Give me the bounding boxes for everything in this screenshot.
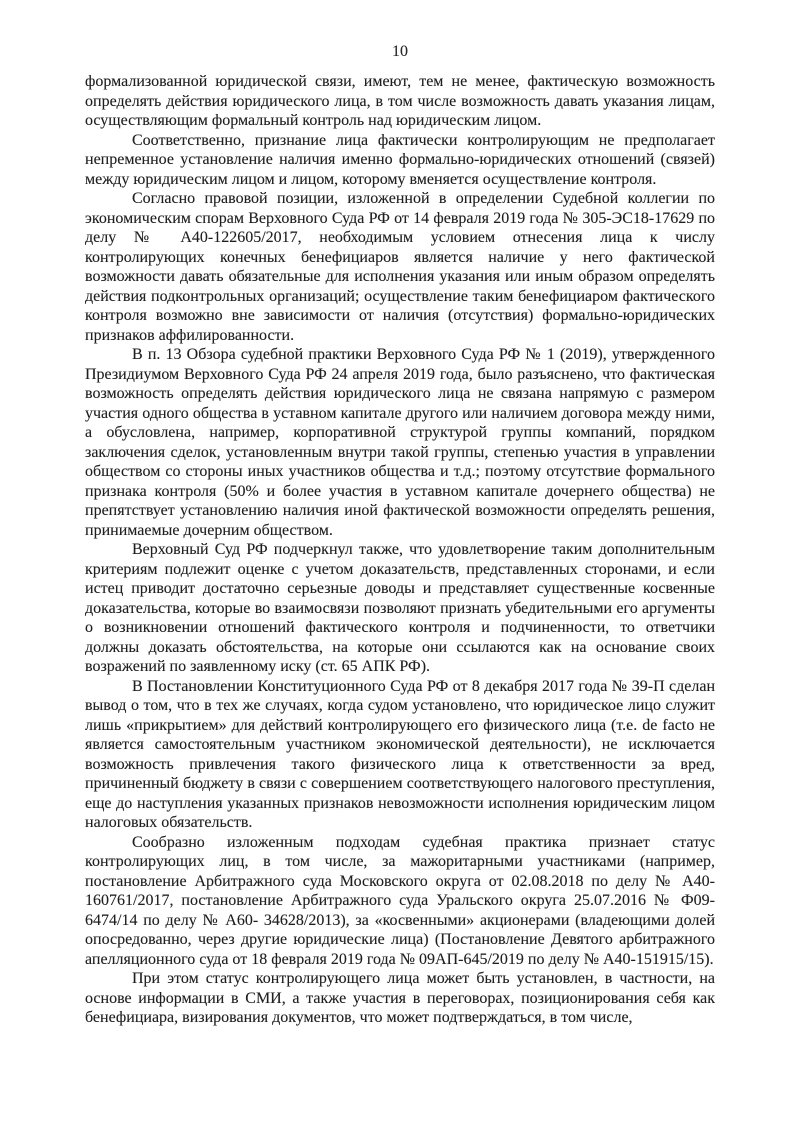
paragraph: При этом статус контролирующего лица может быть установлен, в частности, на основе информации в СМИ, а также участия в переговорах, позиционирования себя как бенефициара, визирования документов, что может подтверждаться, в том числе, (85, 970, 715, 1026)
page-number: 10 (392, 43, 408, 60)
paragraph: Сообразно изложенным подходам судебная практика признает статус контролирующих лиц, в том числе, за мажоритарными участниками (например, постановление Арбитражного суда Московского округа от 02.08.2018 по делу № А40-160761/2017, постановление Арбитражного суда Уральского округа 25.07.2016 № Ф09-6474/14 по делу № А60- 34628/2013), за «косвенными» акционерами (владеющими долей опосредованно, через другие юридические лица) (Постановление Девятого арбитражного апелляционного суда от 18 февраля 2019 года № 09АП-645/2019 по делу № А40-151915/15). (85, 833, 715, 968)
document-body (0, 61, 800, 1028)
paragraph: В п. 13 Обзора судебной практики Верховного Суда РФ № 1 (2019), утвержденного Президиумом Верховного Суда РФ 24 апреля 2019 года, было разъяснено, что фактическая возможность определять действия юридического лица не связана напрямую с размером участия одного общества в уставном капитале другого или наличием договора между ними, а обусловлена, например, корпоративной структурой группы компаний, порядком заключения сделок, установленным внутри такой группы, степенью участия в управлении обществом со стороны иных участников общества и т.д.; поэтому отсутствие формального признака контроля (50% и более участия в уставном капитале дочернего общества) не препятствует установлению наличия иной фактической возможности определять решения, принимаемые дочерним обществом. (85, 346, 715, 539)
paragraph: формализованной юридической связи, имеют, тем не менее, фактическую возможность определять действия юридического лица, в том числе возможность давать указания лицам, осуществляющим формальный контроль над юридическим лицом. (85, 73, 715, 129)
paragraph: Согласно правовой позиции, изложенной в определении Судебной коллегии по экономическим спорам Верховного Суда РФ от 14 февраля 2019 года № 305-ЭС18-17629 по делу № А40-122605/2017, необходимым условием отнесения лица к числу контролирующих конечных бенефициаров является наличие у него фактической возможности давать обязательные для исполнения указания или иным образом определять действия подконтрольных организаций; осуществление таким бенефициаром фактического контроля возможно вне зависимости от наличия (отсутствия) формально-юридических признаков аффилированности. (85, 190, 715, 344)
paragraph: В Постановлении Конституционного Суда РФ от 8 декабря 2017 года № 39-П сделан вывод о том, что в тех же случаях, когда судом установлено, что юридическое лицо служит лишь «прикрытием» для действий контролирующего его физического лица (т.е. de facto не является самостоятельным участником экономической деятельности), не исключается возможность привлечения такого физического лица к ответственности за вред, причиненный бюджету в связи с совершением соответствующего налогового преступления, еще до наступления указанных признаков невозможности исполнения юридическим лицом налоговых обязательств. (85, 677, 715, 831)
paragraph: Соответственно, признание лица фактически контролирующим не предполагает непременное установление наличия именно формально-юридических отношений (связей) между юридическим лицом и лицом, которому вменяется осуществление контроля. (85, 131, 715, 188)
paragraph: Верховный Суд РФ подчеркнул также, что удовлетворение таким дополнительным критериям подлежит оценке с учетом доказательств, представленных сторонами, и если истец приводит достаточно серьезные доводы и представляет существенные косвенные доказательства, которые во взаимосвязи позволяют признать убедительными его аргументы о возникновении отношений фактического контроля и подчиненности, то ответчики должны доказать обстоятельства, на которые они ссылаются как на основание своих возражений по заявленному иску (ст. 65 АПК РФ). (85, 541, 715, 675)
